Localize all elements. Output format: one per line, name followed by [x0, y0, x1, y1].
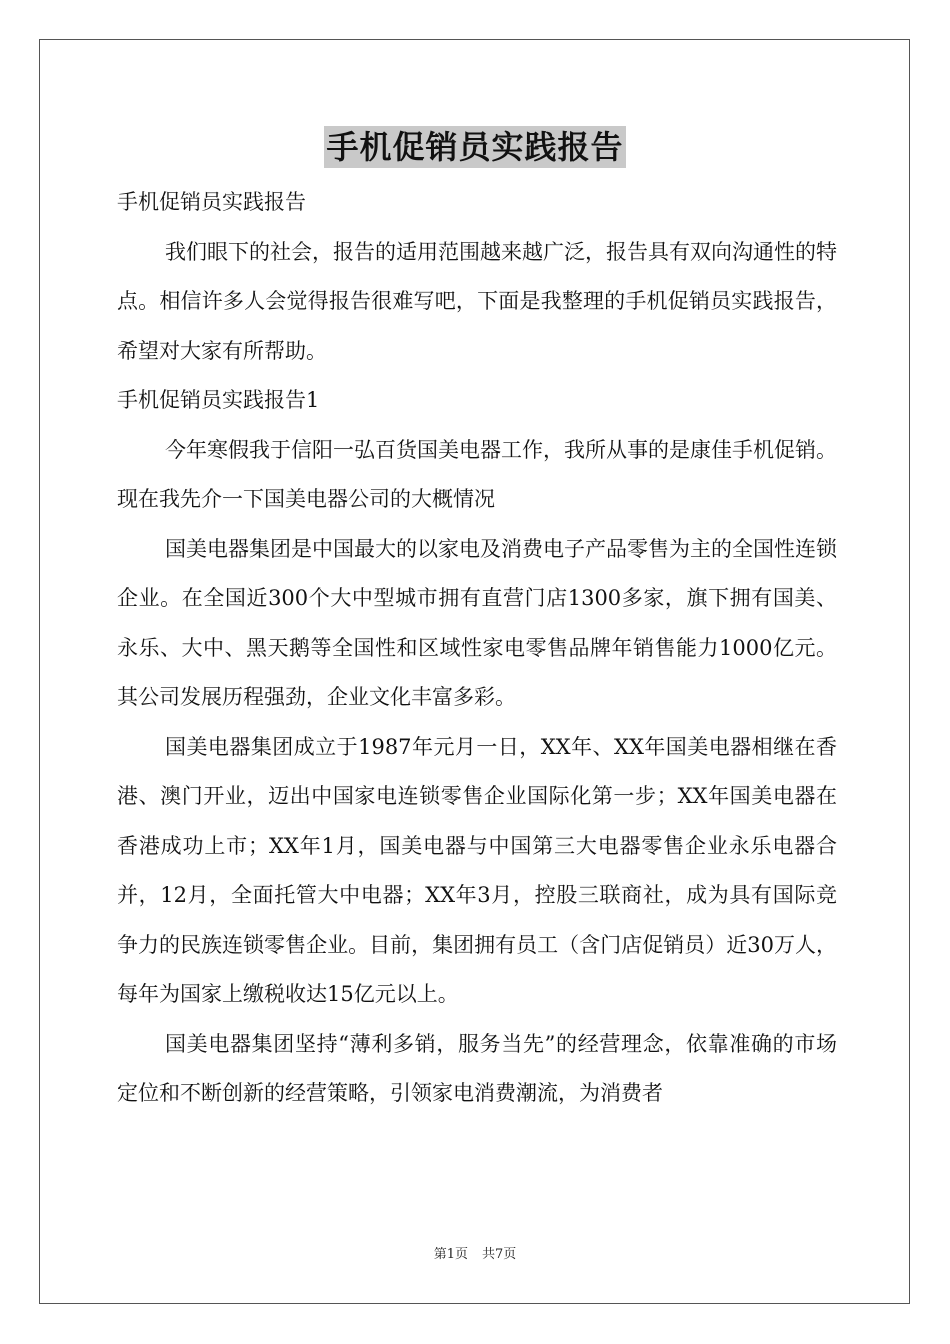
paragraph: 国美电器集团坚持“薄利多销，服务当先”的经营理念，依靠准确的市场定位和不断创新的经营策略，引领家电消费潮流，为消费者	[117, 1031, 837, 1105]
paragraph: 我们眼下的社会，报告的适用范围越来越广泛，报告具有双向沟通性的特点。相信许多人会觉得报告很难写吧，下面是我整理的手机促销员实践报告，希望对大家有所帮助。	[117, 239, 837, 363]
document-title: 手机促销员实践报告	[326, 128, 624, 166]
title-container	[0, 126, 950, 168]
page-footer	[0, 1246, 950, 1264]
paragraph: 国美电器集团成立于1987年元月一日，XX年、XX年国美电器相继在香港、澳门开业，迈出中国家电连锁零售企业国际化第一步；XX年国美电器在香港成功上市；XX年1月，国美电器与中国第三大电器零售企业永乐电器合并，12月，全面托管大中电器；XX年3月，控股三联商社，成为具有国际竞争力的民族连锁零售企业。目前，集团拥有员工（含门店促销员）近30万人，每年为国家上缴税收达15亿元以上。	[117, 734, 837, 1006]
page-number: 第1页	[433, 1247, 468, 1262]
paragraph: 国美电器集团是中国最大的以家电及消费电子产品零售为主的全国性连锁企业。在全国近300个大中型城市拥有直营门店1300多家，旗下拥有国美、永乐、大中、黑天鹅等全国性和区域性家电零售品牌年销售能力1000亿元。其公司发展历程强劲，企业文化丰富多彩。	[117, 536, 837, 709]
page-total: 共7页	[482, 1247, 517, 1262]
paragraph: 今年寒假我于信阳一弘百货国美电器工作，我所从事的是康佳手机促销。现在我先介一下国美电器公司的大概情况	[117, 437, 837, 511]
document-body	[117, 178, 837, 1119]
section-heading: 手机促销员实践报告1	[117, 388, 320, 412]
section-heading: 手机促销员实践报告	[117, 190, 306, 214]
